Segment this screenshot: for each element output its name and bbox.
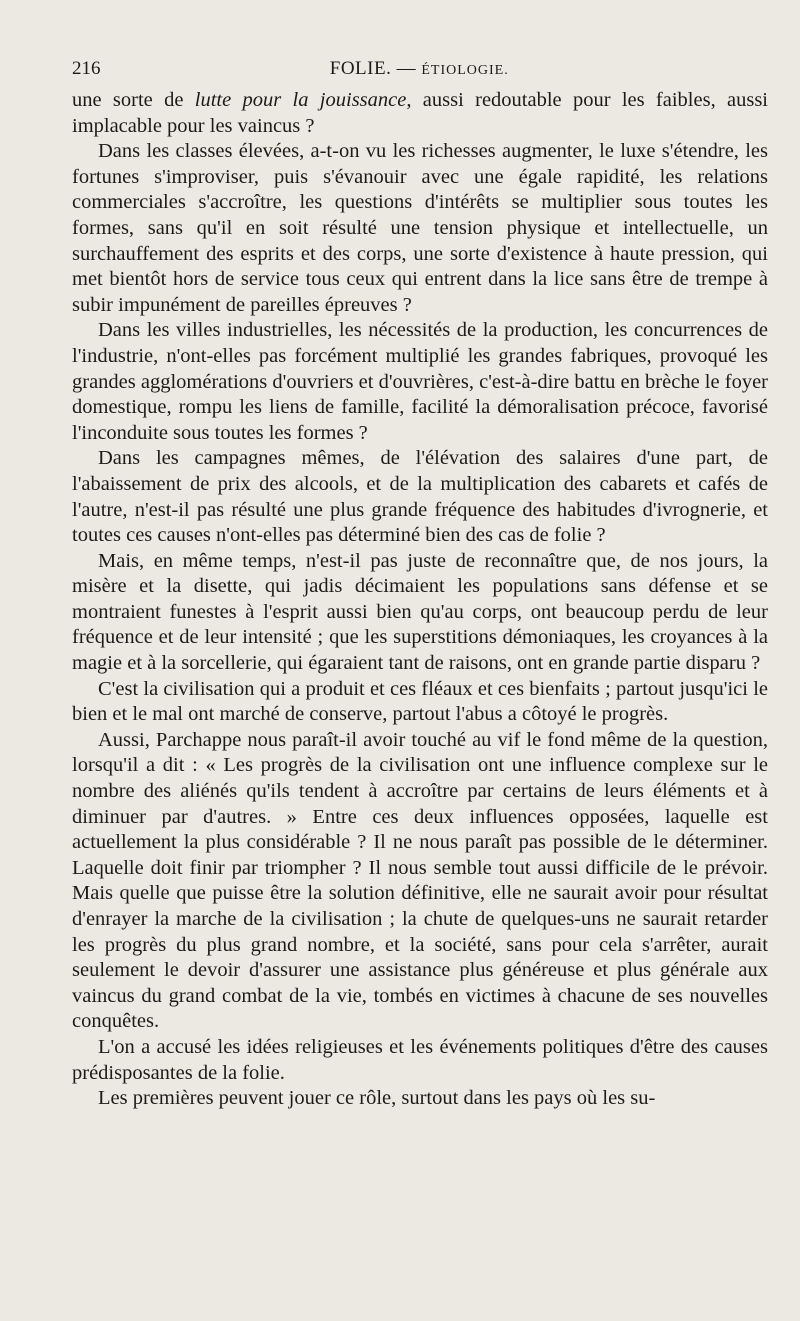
paragraph: L'on a accusé les idées religieuses et les événements politiques d'être des causes prédisposantes de la folie.	[72, 1035, 768, 1084]
chapter-title-main: FOLIE.	[329, 58, 392, 79]
page-number: 216	[72, 58, 101, 79]
body-text	[72, 88, 768, 1112]
chapter-title	[101, 58, 739, 80]
chapter-subtitle: ÉTIOLOGIE.	[421, 63, 509, 78]
running-head	[72, 58, 768, 80]
paragraph: C'est la civilisation qui a produit et ces fléaux et ces bienfaits ; partout jusqu'ici le bien et le mal ont marché de conserve, partout l'abus a côtoyé le progrès.	[72, 677, 768, 726]
paragraph: Mais, en même temps, n'est-il pas juste de reconnaître que, de nos jours, la misère et la disette, qui jadis décimaient les populations sans défense et se montraient funestes à l'esprit aussi bien qu'au corps, ont beaucoup perdu de leur fréquence et de leur intensité ; que les superstitions démoniaques, les croyances à la magie et à la sorcellerie, qui égaraient tant de raisons, ont en grande partie disparu ?	[72, 549, 768, 675]
paragraph-continuation: une sorte de lutte pour la jouissance, aussi redoutable pour les faibles, aussi implacable pour les vaincus ?	[72, 89, 769, 137]
italic-phrase: lutte pour la jouissance	[194, 89, 407, 111]
title-dash: —	[391, 58, 422, 79]
paragraph: Les premières peuvent jouer ce rôle, surtout dans les pays où les su-	[98, 1087, 656, 1110]
paragraph: Dans les classes élevées, a-t-on vu les richesses augmenter, le luxe s'étendre, les fortunes s'improviser, puis s'évanouir avec une égale rapidité, les relations commerciales s'accroître, les questions d'intérêts se multiplier sous toutes les formes, sans qu'il en soit résulté une tension physique et intellectuelle, un surchauffement des esprits et des corps, une sorte d'existence à haute pression, qui met bientôt hors de service tous ceux qui entrent dans la lice sans être de trempe à subir impunément de pareilles épreuves ?	[72, 140, 768, 316]
paragraph: Aussi, Parchappe nous paraît-il avoir touché au vif le fond même de la question, lorsqu'il a dit : « Les progrès de la civilisation ont une influence complexe sur le nombre des aliénés qu'ils tendent à accroître par certains de leurs éléments et à diminuer par d'autres. » Entre ces deux influences opposées, laquelle est actuellement la plus considérable ? Il ne nous paraît pas possible de le déterminer. Laquelle doit finir par triompher ? Il nous semble tout aussi difficile de le prévoir. Mais quelle que puisse être la solution définitive, elle ne saurait avoir pour résultat d'enrayer la marche de la civilisation ; la chute de quelques-uns ne saurait retarder les progrès du plus grand nombre, et la société, sans pour cela s'arrêter, aurait seulement le devoir d'assurer une assistance plus généreuse et plus générale aux vaincus du grand combat de la vie, tombés en victimes à chacune de ses nouvelles conquêtes.	[72, 728, 768, 1033]
paragraph: Dans les campagnes mêmes, de l'élévation des salaires d'une part, de l'abaissement de prix des alcools, et de la multiplication des cabarets et cafés de l'autre, n'est-il pas résulté une plus grande fréquence des habitudes d'ivrognerie, et toutes ces causes n'ont-elles pas déterminé bien des cas de folie ?	[72, 447, 768, 547]
paragraph: Dans les villes industrielles, les nécessités de la production, les concurrences de l'industrie, n'ont-elles pas forcément multiplié les grandes fabriques, provoqué les grandes agglomérations d'ouvriers et d'ouvrières, c'est-à-dire battu en brèche le foyer domestique, rompu les liens de famille, facilité la démoralisation précoce, favorisé l'inconduite sous toutes les formes ?	[72, 319, 768, 444]
